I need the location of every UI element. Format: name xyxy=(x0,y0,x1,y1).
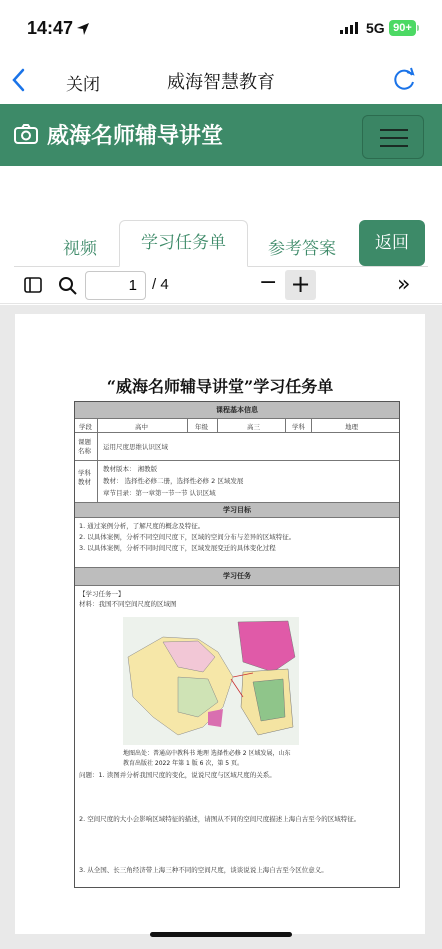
table-rule xyxy=(75,517,399,518)
location-arrow-icon xyxy=(76,22,90,36)
network-type: 5G xyxy=(366,20,385,36)
table-rule xyxy=(285,418,286,432)
brand-header xyxy=(0,104,442,166)
menu-line xyxy=(380,129,408,131)
course-info-header: 课程基本信息 xyxy=(75,402,399,418)
document-title: “威海名师辅导讲堂”学习任务单 xyxy=(106,377,334,396)
goals-header: 学习目标 xyxy=(75,503,399,517)
table-rule xyxy=(217,418,218,432)
material-line-3: 章节目录：第一章第一节一节 认识区域 xyxy=(103,489,216,497)
question-2: 2. 空间尺度的大小会影响区域特征的描述，请图从不同的空间尺度描述上海自古至今的区域特征。 xyxy=(79,815,361,823)
tasks-header: 学习任务 xyxy=(75,568,399,585)
map-caption-1: 地图出处：普通高中教科书 地理 选择性必修 2 区域发展，山东 xyxy=(123,750,291,757)
zoom-out-button[interactable]: − xyxy=(259,270,278,295)
battery-tip xyxy=(417,25,419,31)
task1-material: 材料：我国不同空间尺度的区域图 xyxy=(79,600,177,608)
tab-video[interactable]: 视频 xyxy=(63,239,97,259)
brand-name: 威海名师辅导讲堂 xyxy=(47,124,224,149)
pdf-viewer[interactable] xyxy=(0,305,442,949)
return-button[interactable]: 返回 xyxy=(359,220,425,266)
menu-line xyxy=(380,137,408,139)
course-table xyxy=(74,401,400,888)
zoom-in-button[interactable]: + xyxy=(285,270,316,300)
table-rule xyxy=(187,418,188,432)
menu-line xyxy=(380,145,408,147)
sidebar-toggle-icon[interactable] xyxy=(24,277,42,293)
goal-3: 3. 以具体案例，分析不同时间尺度下，区域发展变迁的具体变化过程 xyxy=(79,544,276,552)
china-region-map-image xyxy=(123,617,299,745)
status-time: 14:47 xyxy=(27,18,74,38)
camera-icon xyxy=(14,123,38,145)
material-label: 学科教材 xyxy=(78,469,91,486)
tab-answers[interactable]: 参考答案 xyxy=(268,239,336,259)
cell-stage-label: 学段 xyxy=(79,423,92,431)
page-title: 威海智慧教育 xyxy=(167,72,275,93)
map-caption-2: 教育出版社 2022 年第 1 版 6 次，第 5 页。 xyxy=(123,760,243,767)
material-line-1: 教材版本： 湘教版 xyxy=(103,465,158,473)
nav-bar xyxy=(0,58,442,104)
question-3: 3. 从全国、长三角经济带上海三种不同的空间尺度，谈谈说说上海自古至今区位意义。 xyxy=(79,866,328,874)
close-button[interactable]: 关闭 xyxy=(66,75,100,95)
home-indicator xyxy=(150,932,292,937)
table-rule xyxy=(311,418,312,432)
table-rule xyxy=(75,460,399,461)
tab-bar xyxy=(0,166,442,268)
cell-subject-value: 地理 xyxy=(345,423,358,431)
topic-label: 课题名称 xyxy=(78,438,91,455)
page-number-input[interactable] xyxy=(85,271,146,300)
question-1: 问题：1. 读图并分析我国尺度的变化，说说尺度与区域尺度的关系。 xyxy=(79,771,276,779)
topic-value: 运用尺度思维认识区域 xyxy=(103,443,168,451)
more-tools-button[interactable]: » xyxy=(397,272,411,297)
tab-task-sheet[interactable]: 学习任务单 xyxy=(119,220,248,267)
hamburger-menu-button[interactable] xyxy=(362,115,424,159)
table-rule xyxy=(75,418,399,419)
search-icon[interactable] xyxy=(58,276,78,296)
pdf-toolbar xyxy=(0,268,442,304)
page-total: / 4 xyxy=(152,276,169,293)
goal-2: 2. 以具体案例，分析不同空间尺度下，区域的空间分布与差异的区域特征。 xyxy=(79,533,296,541)
status-bar xyxy=(0,0,442,58)
cell-grade-value: 高三 xyxy=(247,423,260,431)
table-rule xyxy=(75,585,399,586)
task1-title: 【学习任务一】 xyxy=(79,590,125,598)
material-line-2: 教材： 选择性必修二册，选择性必修 2 区域发展 xyxy=(103,477,244,485)
table-rule xyxy=(75,432,399,433)
signal-icon xyxy=(340,22,360,34)
cell-grade-label: 年级 xyxy=(195,423,208,431)
cell-stage-value: 高中 xyxy=(135,423,148,431)
cell-subject-label: 学科 xyxy=(292,423,305,431)
battery-icon: 90+ xyxy=(389,20,416,36)
reload-icon[interactable] xyxy=(391,66,417,94)
pdf-page xyxy=(15,314,425,934)
goal-1: 1. 通过案例分析，了解尺度的概念及特征。 xyxy=(79,522,205,530)
